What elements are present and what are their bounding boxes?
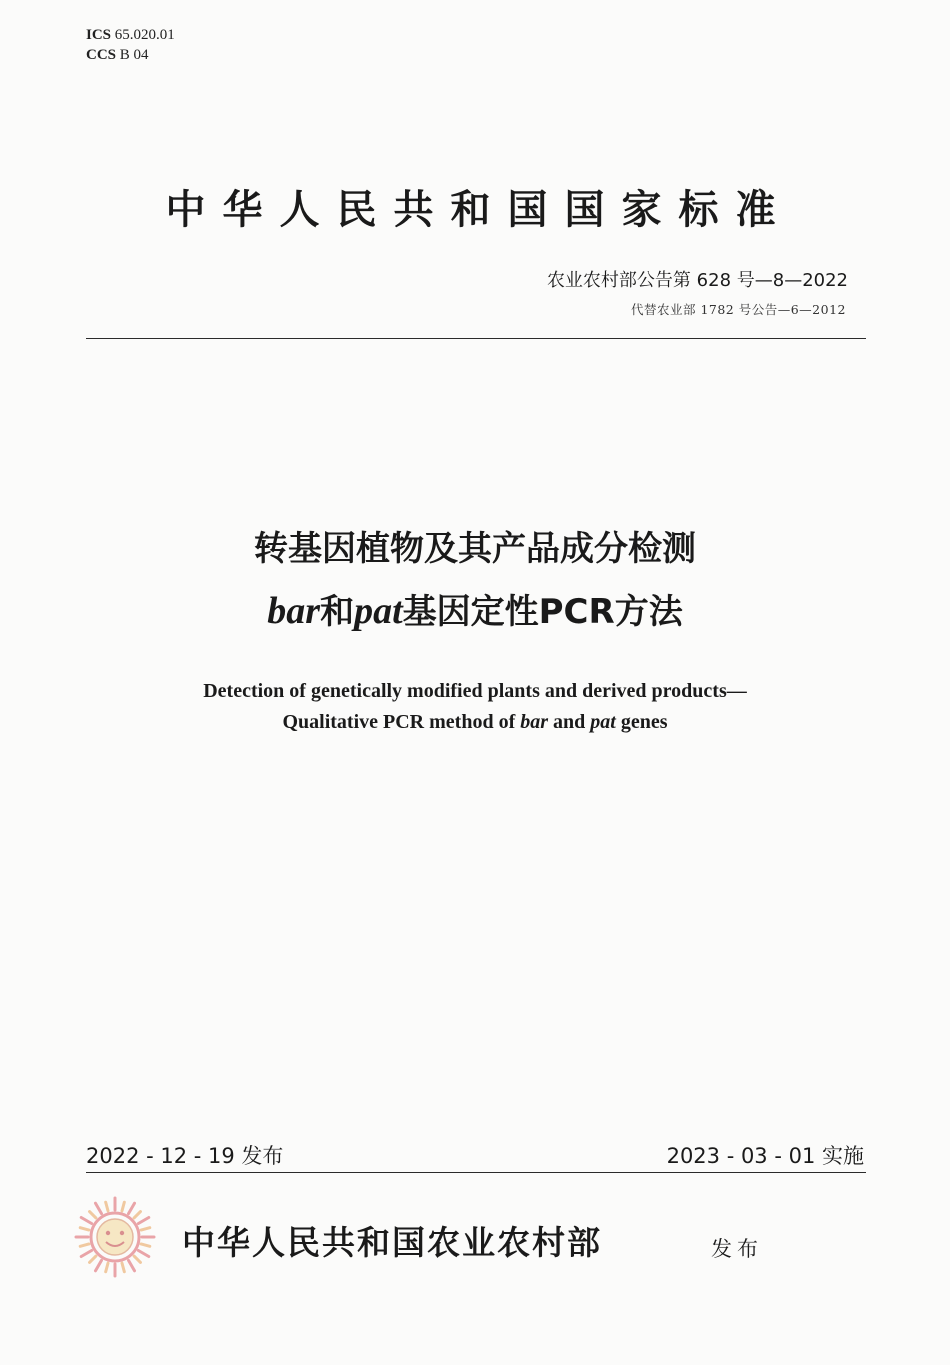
ministry-emblem-icon (74, 1196, 156, 1278)
national-standard-heading: 中华人民共和国国家标准 (165, 187, 793, 233)
issuing-authority: 中华人民共和国农业农村部 (182, 1223, 602, 1262)
en-title-prefix: Qualitative PCR method of (282, 711, 521, 733)
ccs-code: B 04 (119, 47, 149, 63)
ccs-line (86, 45, 175, 65)
implementation-date: 2023 - 03 - 01 实施 (666, 1144, 864, 1168)
en-title-suffix: genes (615, 711, 668, 733)
cn-title-rest: 基因定性PCR方法 (402, 592, 683, 632)
ccs-label: CCS (86, 47, 117, 63)
classification-block (86, 25, 175, 65)
ics-code: 65.020.01 (114, 27, 175, 43)
cn-title-line1: 转基因植物及其产品成分检测 (254, 529, 696, 569)
footer-divider (86, 1172, 866, 1173)
header-divider (86, 338, 866, 339)
gene-bar: bar (267, 590, 321, 632)
issue-date: 2022 - 12 - 19 发布 (86, 1144, 284, 1168)
en-gene-bar: bar (520, 711, 549, 733)
cn-and: 和 (320, 592, 355, 632)
en-gene-pat: pat (590, 711, 616, 733)
gene-pat: pat (354, 590, 403, 632)
en-title-line1: Detection of genetically modified plants and derived products— (203, 680, 747, 702)
en-and: and (548, 711, 591, 733)
ics-line (86, 25, 175, 45)
standard-number: 农业农村部公告第 628 号—8—2022 (546, 270, 848, 291)
cn-title-line2 (0, 582, 950, 641)
issue-word: 发布 (711, 1237, 763, 1261)
replaces-note: 代替农业部 1782 号公告—6—2012 (630, 302, 846, 317)
ics-label: ICS (86, 27, 112, 43)
en-title-line2 (0, 707, 950, 738)
